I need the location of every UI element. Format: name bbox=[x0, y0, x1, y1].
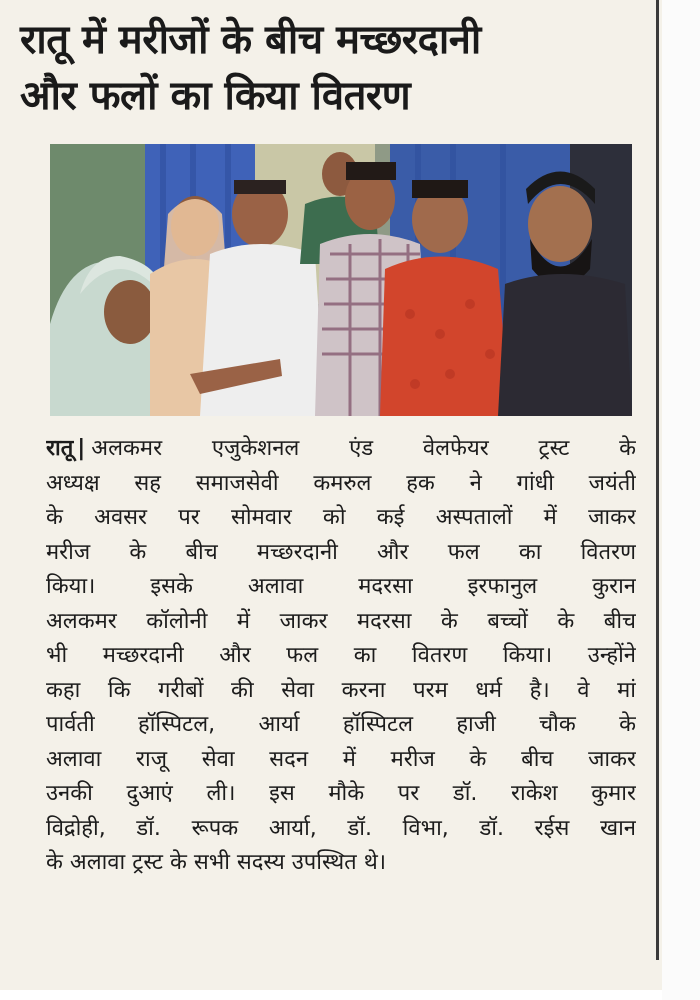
body-line: के अलावा ट्रस्ट के सभी सदस्य उपस्थित थे। bbox=[46, 850, 387, 875]
news-photo bbox=[50, 144, 632, 416]
body-line: अलकमर कॉलोनी में जाकर मदरसा के बच्चों के बीच bbox=[46, 608, 636, 634]
body-line: उनकी दुआएं ली। इस मौके पर डॉ. राकेश कुमार bbox=[46, 781, 636, 806]
body-line: के अवसर पर सोमवार को कई अस्पतालों में जाकर bbox=[46, 505, 636, 530]
body-line: मरीज के बीच मच्छरदानी और फल का वितरण bbox=[46, 539, 636, 565]
article-headline bbox=[20, 12, 650, 124]
body-line-text: अलकमर एजुकेशनल एंड वेलफेयर ट्रस्ट के bbox=[91, 436, 636, 461]
page-margin bbox=[662, 0, 700, 1000]
headline-line-2: और फलों का किया वितरण bbox=[20, 73, 411, 119]
body-line: किया। इसके अलावा मदरसा इरफानुल कुरान bbox=[46, 574, 636, 599]
body-line: अध्यक्ष सह समाजसेवी कमरुल हक ने गांधी जयंती bbox=[46, 470, 636, 496]
column-rule bbox=[656, 0, 659, 960]
dateline-separator: | bbox=[77, 436, 86, 461]
body-line: कहा कि गरीबों की सेवा करना परम धर्म है। वे मां bbox=[46, 677, 636, 703]
body-line: पार्वती हॉस्पिटल, आर्या हॉस्पिटल हाजी चौक के bbox=[46, 712, 636, 737]
body-line: भी मच्छरदानी और फल का वितरण किया। उन्होंने bbox=[46, 643, 636, 668]
photo-illustration bbox=[50, 144, 632, 416]
dateline: रातू bbox=[46, 436, 74, 461]
headline-line-1: रातू में मरीजों के बीच मच्छरदानी bbox=[20, 17, 481, 63]
body-line: विद्रोही, डॉ. रूपक आर्या, डॉ. विभा, डॉ. रईस खान bbox=[46, 815, 636, 841]
article-body bbox=[46, 432, 636, 881]
body-line bbox=[46, 432, 636, 467]
body-line: अलावा राजू सेवा सदन में मरीज के बीच जाकर bbox=[46, 746, 636, 772]
